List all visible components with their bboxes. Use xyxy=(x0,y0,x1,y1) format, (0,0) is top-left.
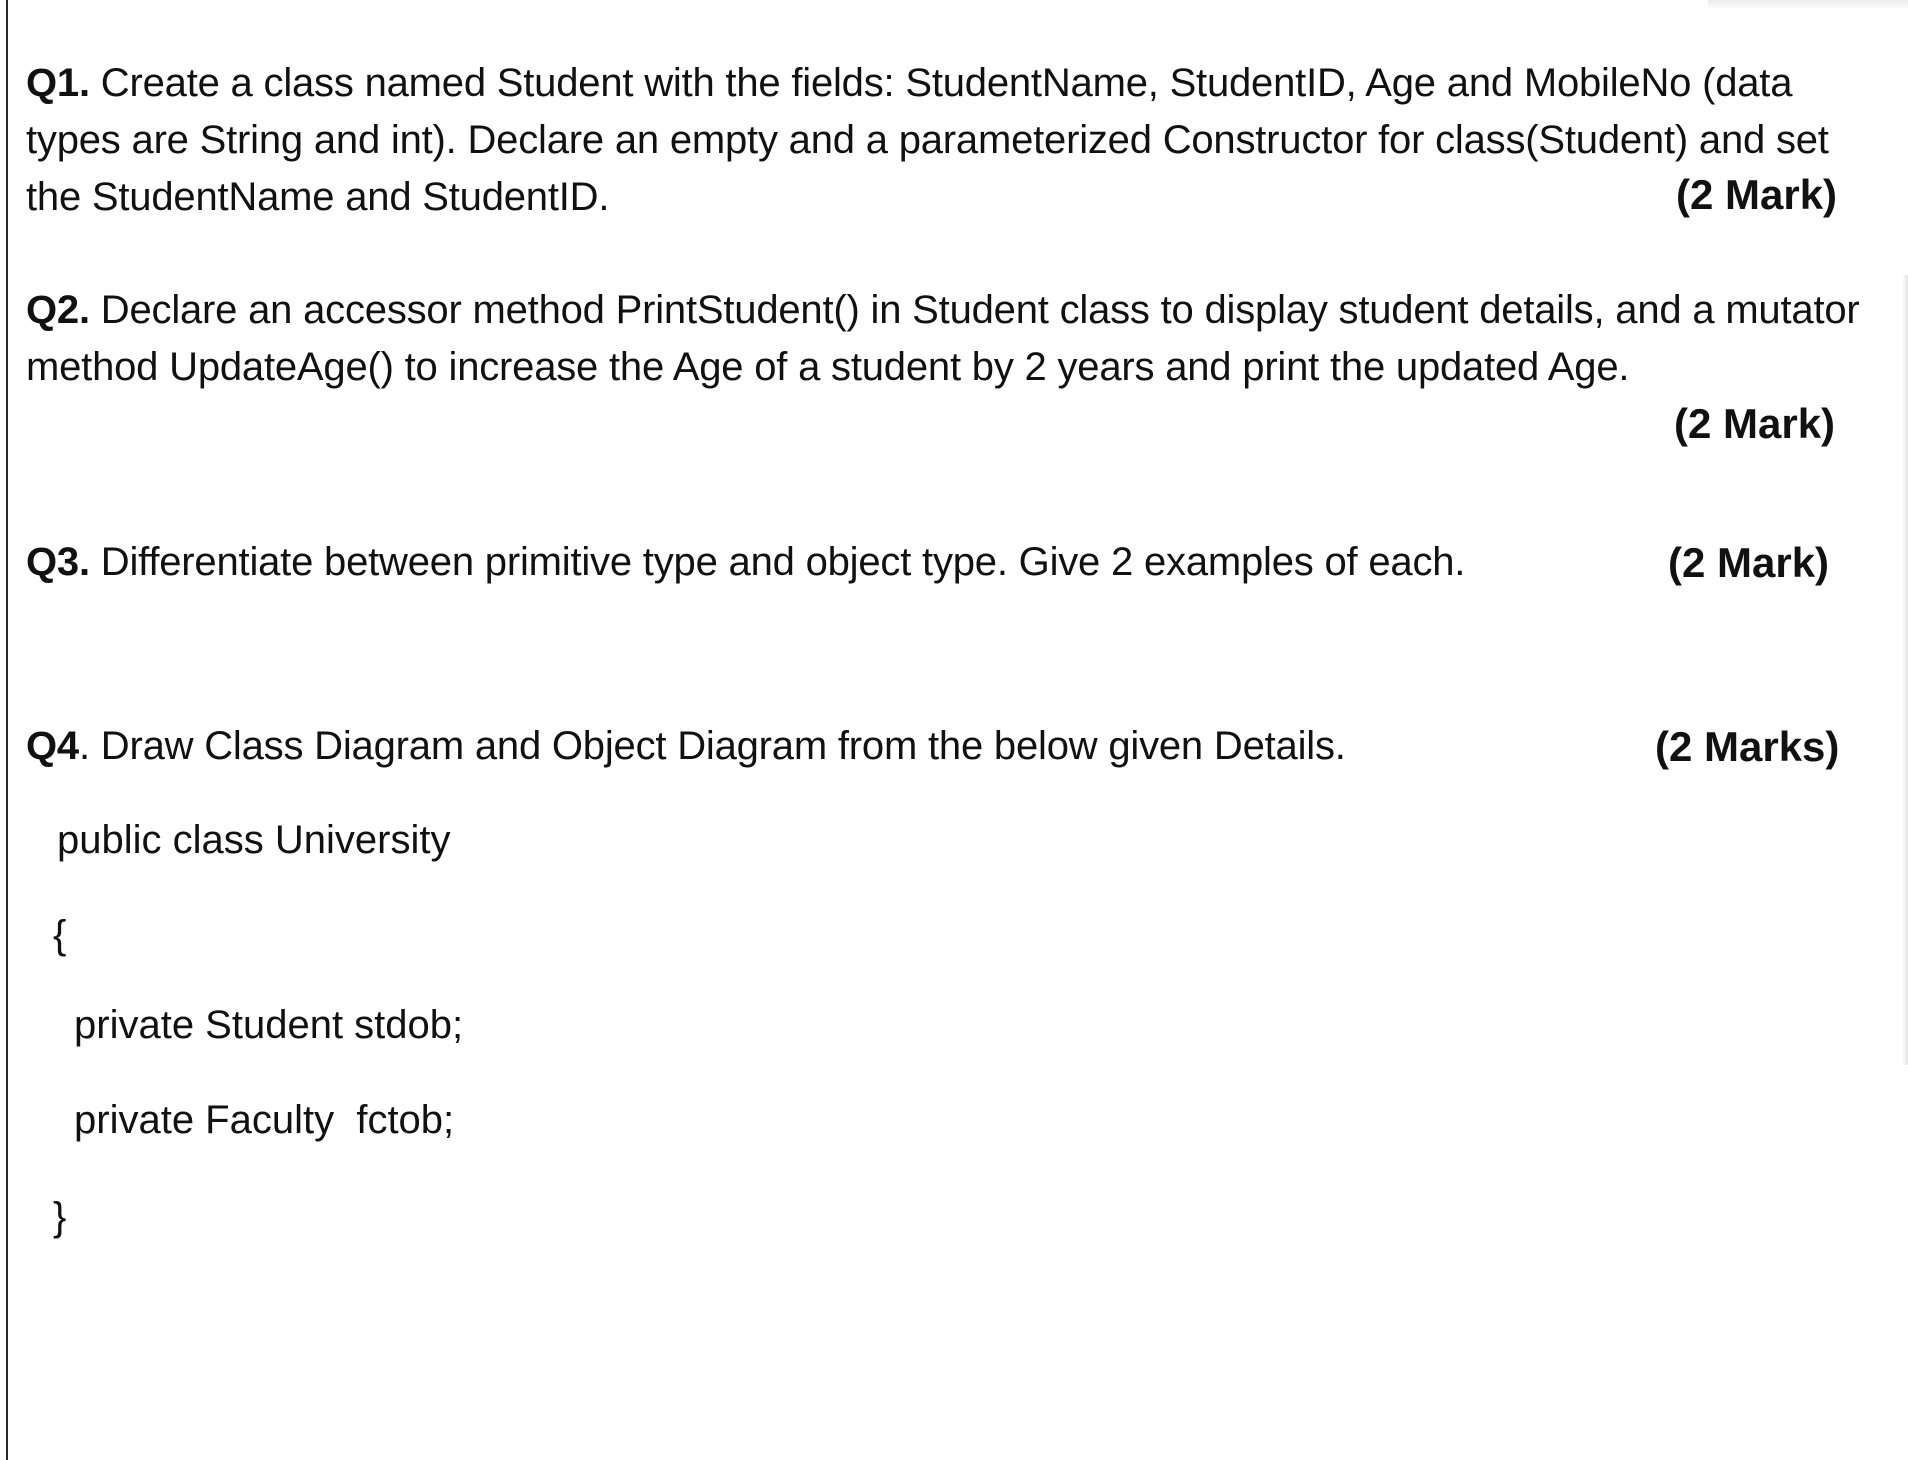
code-line-class-declaration: public class University xyxy=(57,818,451,862)
question-4-text: . Draw Class Diagram and Object Diagram from the below given Details. xyxy=(78,724,1346,768)
scan-shadow-top xyxy=(1708,0,1908,10)
question-2 xyxy=(26,282,1881,396)
question-3-text: Differentiate between primitive type and object type. Give 2 examples of each. xyxy=(89,540,1466,584)
question-4 xyxy=(26,718,1526,775)
question-2-marks: (2 Mark) xyxy=(1674,400,1836,447)
question-3-marks: (2 Mark) xyxy=(1668,539,1830,586)
question-2-number: Q2. xyxy=(26,288,90,332)
question-1-number: Q1. xyxy=(26,61,90,105)
question-1 xyxy=(26,55,1881,226)
question-3-number: Q3. xyxy=(26,540,90,584)
code-line-close-brace: } xyxy=(53,1195,67,1239)
question-3 xyxy=(26,534,1526,591)
page-left-border xyxy=(6,0,8,1460)
code-line-open-brace: { xyxy=(53,913,67,957)
question-4-number: Q4 xyxy=(26,724,79,768)
question-4-marks: (2 Marks) xyxy=(1655,723,1840,770)
question-1-marks: (2 Mark) xyxy=(1676,171,1838,218)
code-line-student-field: private Student stdob; xyxy=(74,1003,464,1047)
code-line-faculty-field: private Faculty fctob; xyxy=(74,1098,455,1142)
question-2-text: Declare an accessor method PrintStudent() in Student class to display student details, and a mutator method UpdateAge() to increase the Age of a student by 2 years and print the updated Age. xyxy=(26,288,1860,389)
question-1-text: Create a class named Student with the fields: StudentName, StudentID, Age and MobileNo (data types are String and int). Declare an empty and a parameterized Constructor for class(Student) and set the StudentName and StudentID. xyxy=(26,61,1829,219)
scan-shadow-right xyxy=(1902,275,1908,1065)
